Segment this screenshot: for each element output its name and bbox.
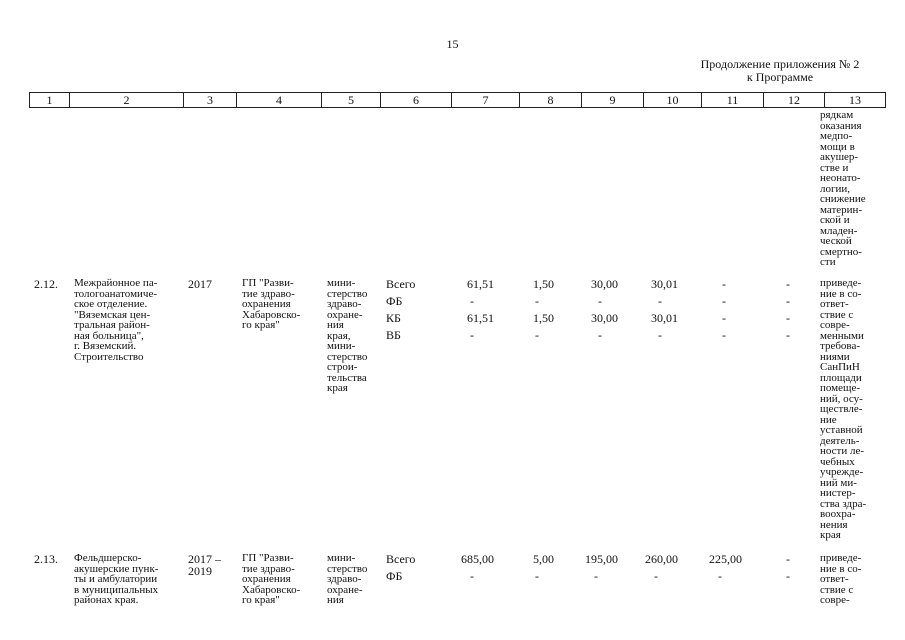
value-cell: - <box>535 569 539 583</box>
funding-label: ВБ <box>386 328 401 342</box>
value-cell: 1,50 <box>533 311 554 325</box>
expected-result: приведе- ние в со- ответ- ствие с совре- менными требова- ниями СанПиН площади помеще- ний, осу- ществле- ние уставной деятель- ности ле- чебных учрежде- ний ми- нистер- ства здра- воохра- нения края <box>820 277 867 541</box>
col-header-11: 11 <box>702 93 764 108</box>
value-cell: - <box>654 569 658 583</box>
value-cell: - <box>470 569 474 583</box>
ministry: мини- стерство здраво- охране- ния <box>327 552 368 606</box>
col9-values <box>582 276 618 344</box>
value-cell: 260,00 <box>645 552 678 566</box>
ministry: мини- стерство здраво- охране- ния края, мини- стерство строи- тельства края <box>327 277 368 394</box>
value-cell: - <box>470 294 474 308</box>
value-cell: - <box>470 328 474 342</box>
value-cell: - <box>722 277 726 291</box>
col-header-1: 1 <box>30 93 70 108</box>
col-header-4: 4 <box>237 93 322 108</box>
col12-values <box>778 276 798 344</box>
funding-label: КБ <box>386 311 401 325</box>
funding-labels <box>386 276 446 344</box>
col11-values <box>698 551 742 585</box>
value-cell: - <box>722 311 726 325</box>
col9-values <box>574 551 618 585</box>
col-header-2: 2 <box>70 93 184 108</box>
col-header-9: 9 <box>582 93 644 108</box>
value-cell: - <box>722 294 726 308</box>
col7-values <box>450 551 494 585</box>
value-cell: - <box>786 569 790 583</box>
continuation-title: Продолжение приложения № 2 к Программе <box>700 57 860 84</box>
page-number: 15 <box>446 37 459 51</box>
col12-values <box>778 551 798 585</box>
value-cell: 1,50 <box>533 277 554 291</box>
funding-labels <box>386 551 446 585</box>
row-number: 2.13. <box>34 552 58 566</box>
col8-values <box>520 551 554 585</box>
funding-label: Всего <box>386 277 416 291</box>
carryover-result: рядкам оказания медпо- мощи в акушер- стве и неонато- логии, снижение материн- ской и младен- ческой смертно- сти <box>820 109 866 268</box>
col-header-3: 3 <box>184 93 237 108</box>
col10-values <box>642 276 678 344</box>
value-cell: 30,01 <box>651 277 678 291</box>
value-cell: - <box>786 328 790 342</box>
object-name: Фельдшерско- акушерские пунк- ты и амбулатории в муниципальных районах края. <box>74 552 159 606</box>
funding-label: Всего <box>386 552 416 566</box>
column-number-header <box>29 92 886 108</box>
col-header-8: 8 <box>520 93 582 108</box>
value-cell: - <box>658 328 662 342</box>
years: 2017 <box>188 277 212 291</box>
value-cell: - <box>658 294 662 308</box>
funding-label: ФБ <box>386 569 403 583</box>
value-cell: 685,00 <box>461 552 494 566</box>
value-cell: - <box>535 328 539 342</box>
expected-result: приведе- ние в со- ответ- ствие с совре- <box>820 552 862 606</box>
value-cell: 61,51 <box>467 311 494 325</box>
value-cell: - <box>786 294 790 308</box>
value-cell: - <box>594 569 598 583</box>
col8-values <box>520 276 554 344</box>
object-name: Межрайонное па- тологоанатомиче- ское отделение. "Вяземская цен- тральная район- ная больница", г. Вяземский. Строительство <box>74 277 158 363</box>
value-cell: - <box>786 552 790 566</box>
value-cell: - <box>786 311 790 325</box>
value-cell: - <box>718 569 722 583</box>
program: ГП "Разви- тие здраво- охранения Хабаровско- го края" <box>242 552 301 606</box>
row-number: 2.12. <box>34 277 58 291</box>
value-cell: 195,00 <box>585 552 618 566</box>
value-cell: - <box>722 328 726 342</box>
value-cell: - <box>535 294 539 308</box>
value-cell: 30,00 <box>591 311 618 325</box>
value-cell: 5,00 <box>533 552 554 566</box>
years: 2017 – 2019 <box>188 552 221 578</box>
col-header-5: 5 <box>322 93 381 108</box>
col10-values <box>634 551 678 585</box>
value-cell: 61,51 <box>467 277 494 291</box>
col-header-13: 13 <box>825 93 886 108</box>
col-header-10: 10 <box>644 93 702 108</box>
col7-values <box>450 276 494 344</box>
value-cell: 225,00 <box>709 552 742 566</box>
value-cell: 30,01 <box>651 311 678 325</box>
value-cell: 30,00 <box>591 277 618 291</box>
program: ГП "Разви- тие здраво- охранения Хабаровско- го края" <box>242 277 301 331</box>
value-cell: - <box>598 294 602 308</box>
funding-label: ФБ <box>386 294 403 308</box>
col-header-6: 6 <box>381 93 452 108</box>
value-cell: - <box>598 328 602 342</box>
col-header-7: 7 <box>452 93 520 108</box>
value-cell: - <box>786 277 790 291</box>
col11-values <box>714 276 734 344</box>
col-header-12: 12 <box>764 93 825 108</box>
